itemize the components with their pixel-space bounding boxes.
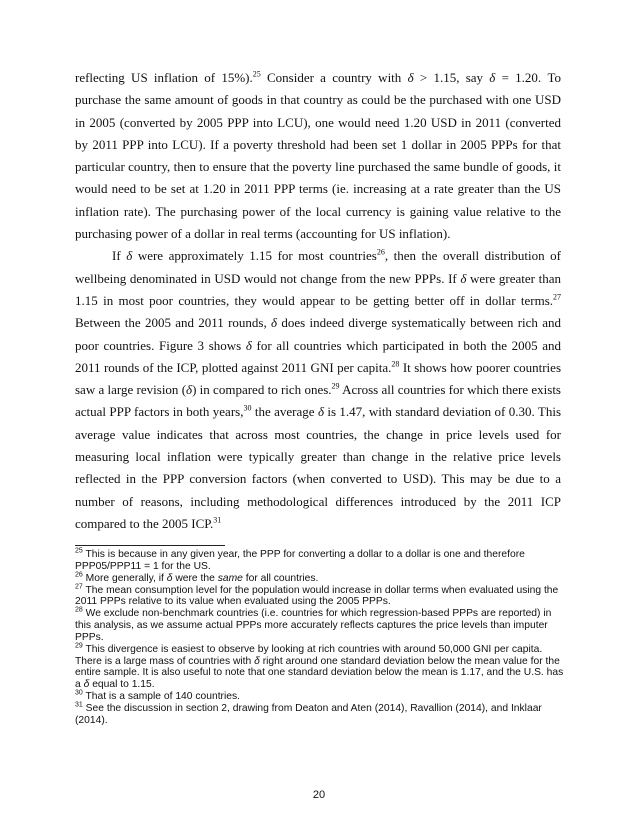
body-paragraph [75,245,561,535]
text-run: It shows how poorer countries saw a large revision ( [75,359,561,398]
text-run: reflecting US inflation of 15%). [75,70,253,85]
italic-text: δ [271,315,278,331]
italic-text: δ [126,248,133,264]
text-run: were approximately 1.15 for most countries [132,248,377,264]
text-run: Across all countries for which there exists actual PPP factors in both years, [75,382,561,420]
footnote-marker: 30 [75,689,83,697]
text-run: If [112,248,127,264]
text-run: We exclude non-benchmark countries (i.e. countries for which regression-based PPPs are reported) in this analysis, as we assume actual PPPs more accurately reflects captures the price levels than imputer PPPs. [75,608,552,643]
italic-text: δ [460,270,467,286]
text-run: More generally, if [82,572,167,584]
text-run: , then the overall distribution of wellbeing denominated in USD would not change from the new PPPs. If [75,248,561,286]
body-text [75,67,561,535]
page-number: 20 [312,789,326,801]
footnote [75,585,565,609]
text-run: for all countries which participated in both the 2005 and 2011 rounds of the ICP, plotted against 2011 GNI per capita. [75,337,561,375]
italic-text: δ [245,337,252,353]
footnote-marker: 30 [243,404,252,414]
italic-text: δ [186,382,193,398]
body-paragraph [75,67,561,245]
footnote-marker: 28 [75,606,83,614]
italic-text: same [217,572,243,584]
footnote-marker: 29 [75,642,83,650]
text-run: right around one standard deviation below the mean value for the entire sample. It is also useful to note that one standard deviation below the mean is 1.17, and the U.S. has a [75,655,564,691]
italic-text: δ [317,404,324,420]
text-run: The mean consumption level for the population would increase in dollar terms when evaluated using the 2011 PPPs relative to its value when evaluated using the 2005 PPPs. [75,584,559,608]
italic-text: δ [489,70,496,85]
text-run: > 1.15, say [413,70,490,85]
text-run: for all countries. [242,572,319,584]
footnote [75,691,565,703]
text-run: were greater than 1.15 in most poor countries, they would appear to be getting better off in dollar terms. [75,270,561,308]
text-run: See the discussion in section 2, drawing from Deaton and Aten (2014), Ravallion (2014), and Inklaar (2014). [75,702,542,726]
footnote-marker: 27 [553,292,561,302]
footnote-marker: 26 [376,248,385,258]
text-run: were the [172,572,218,584]
footnote-separator [75,545,225,546]
footnote [75,703,565,727]
footnote-marker: 31 [75,701,83,709]
footnote [75,549,565,573]
text-run: ) in compared to rich ones. [192,382,332,398]
text-run: = 1.20. To purchase the same amount of goods in that country as could be the purchased with one USD in 2005 (converted by 2005 PPP into LCU), one would need 1.20 USD in 2011 (converted by 2011 PPP into LCU). If a poverty threshold had been set 1 dollar in 2005 PPPs for that particular country, then to ensure that the poverty line purchased the same bundle of goods, it would need to be set at 1.20 in 2011 PPP terms (ie. increasing at a rate greater than the US inflation rate). The purchasing power of the local currency is gaining value relative to the purchasing power of a dollar in real terms (accounting for US inflation). [75,70,561,242]
footnote-marker: 31 [213,515,222,525]
footnotes [75,549,565,727]
text-run: That is a sample of 140 countries. [82,691,241,703]
footnote-marker: 26 [75,571,83,579]
italic-text: δ [407,70,414,85]
italic-text: δ [83,679,90,691]
footnote-marker: 25 [75,547,83,555]
italic-text: δ [166,572,173,584]
text-run: Between the 2005 and 2011 rounds, [75,315,272,331]
text-run: This is because in any given year, the PPP for converting a dollar to a dollar is one and therefore PPP05/PPP11 = 1 for the US. [75,549,525,572]
footnote-marker: 28 [391,359,400,369]
text-run: does indeed diverge systematically between rich and poor countries. Figure 3 shows [75,315,561,353]
footnote [75,573,565,585]
footnote-marker: 27 [75,583,83,591]
text-run: equal to 1.15. [89,679,155,691]
footnote-marker: 25 [252,69,261,79]
text-run: is 1.47, with standard deviation of 0.30. This average value indicates that across most countries, the change in price levels used for measuring local inflation were typically greater than change in the relative price levels reflected in the PPP conversion factors (when converted to USD). This may be due to a number of reasons, including methodological differences introduced by the 2011 ICP compared to the 2005 ICP. [75,404,562,531]
footnote [75,644,565,691]
italic-text: δ [254,655,260,667]
footnote [75,608,565,644]
footnote-marker: 29 [331,381,340,391]
text-run: the average [251,404,318,420]
text-run: This divergence is easiest to observe by looking at rich countries with around 50,000 GNI per capita. There is a large mass of countries with [75,643,543,667]
text-run: Consider a country with [260,70,408,85]
